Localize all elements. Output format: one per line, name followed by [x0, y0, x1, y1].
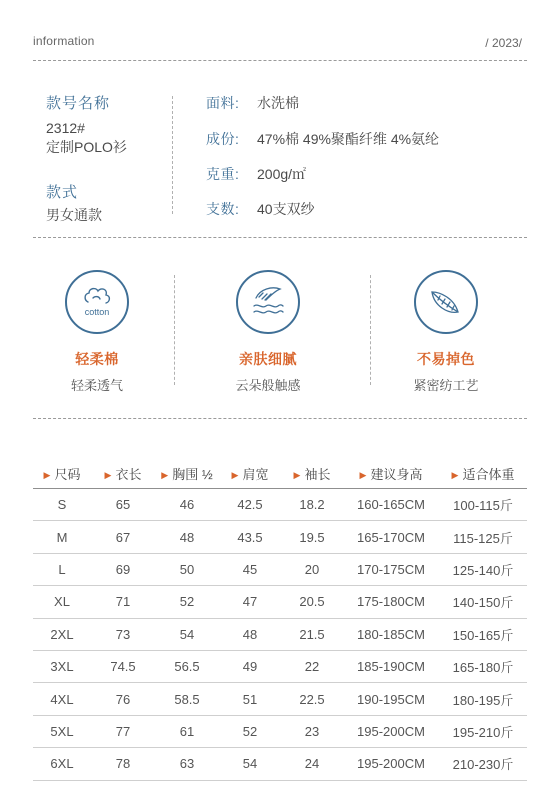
table-cell: 4XL [33, 683, 91, 715]
table-cell: 22.5 [281, 683, 343, 715]
table-cell: 73 [91, 618, 155, 650]
table-cell: 180-195斤 [439, 683, 527, 715]
table-cell: 76 [91, 683, 155, 715]
table-cell: 65 [91, 489, 155, 521]
table-cell: 21.5 [281, 618, 343, 650]
table-cell: 115-125斤 [439, 521, 527, 553]
table-cell: 5XL [33, 715, 91, 747]
table-cell: M [33, 521, 91, 553]
table-cell: 140-150斤 [439, 586, 527, 618]
feature-cotton [42, 270, 152, 394]
feature-colorfast [391, 270, 501, 394]
feature-subtitle: 云朵般触感 [235, 378, 301, 393]
table-cell: 2XL [33, 618, 91, 650]
cotton-icon [65, 270, 129, 334]
table-cell: 22 [281, 650, 343, 682]
table-cell: 180-185CM [343, 618, 439, 650]
table-cell: 20.5 [281, 586, 343, 618]
spec-key: 成份: [206, 131, 240, 147]
triangle-icon: ▶ [161, 469, 169, 480]
table-cell: 125-140斤 [439, 553, 527, 585]
table-cell: 48 [219, 618, 281, 650]
table-row [33, 489, 527, 521]
table-cell: 150-165斤 [439, 618, 527, 650]
table-row [33, 618, 527, 650]
table-cell: 69 [91, 553, 155, 585]
table-cell: 195-210斤 [439, 715, 527, 747]
table-cell: XL [33, 586, 91, 618]
feature-title: 不易掉色 [417, 351, 475, 367]
product-style: 男女通款 [46, 207, 102, 223]
column-header: ▶ 肩宽 [219, 458, 281, 489]
triangle-icon: ▶ [359, 469, 367, 480]
header-year: / 2023/ [485, 36, 522, 50]
size-table [33, 458, 527, 781]
column-header: ▶ 尺码 [33, 458, 91, 489]
info-divider [172, 96, 173, 214]
product-code: 2312# [46, 120, 85, 136]
table-cell: 100-115斤 [439, 489, 527, 521]
table-cell: 71 [91, 586, 155, 618]
spec-value: 47%棉 49%聚酯纤维 4%氨纶 [257, 131, 440, 147]
table-cell: L [33, 553, 91, 585]
triangle-icon: ▶ [293, 469, 301, 480]
triangle-icon: ▶ [451, 469, 459, 480]
triangle-icon: ▶ [104, 469, 112, 480]
table-cell: 46 [155, 489, 219, 521]
spec-key: 面料: [206, 95, 240, 111]
name-label: 款号名称 [46, 95, 111, 112]
table-cell: 3XL [33, 650, 91, 682]
table-cell: 170-175CM [343, 553, 439, 585]
table-cell: 74.5 [91, 650, 155, 682]
spec-value: 40支双纱 [257, 201, 315, 217]
column-header: ▶ 适合体重 [439, 458, 527, 489]
table-cell: 42.5 [219, 489, 281, 521]
style-label: 款式 [46, 184, 79, 201]
feature-divider [370, 275, 371, 385]
table-cell: 52 [155, 586, 219, 618]
column-header: ▶ 衣长 [91, 458, 155, 489]
triangle-icon: ▶ [231, 469, 239, 480]
table-cell: 20 [281, 553, 343, 585]
table-cell: 43.5 [219, 521, 281, 553]
product-info [46, 92, 127, 225]
table-cell: 6XL [33, 748, 91, 780]
table-cell: 175-180CM [343, 586, 439, 618]
spec-weight [206, 164, 306, 184]
table-cell: S [33, 489, 91, 521]
table-row [33, 715, 527, 747]
section-divider [33, 418, 527, 419]
table-cell: 54 [155, 618, 219, 650]
table-cell: 210-230斤 [439, 748, 527, 780]
column-header: ▶ 袖长 [281, 458, 343, 489]
table-row [33, 748, 527, 780]
spec-fabric [206, 93, 299, 113]
feature-divider [174, 275, 175, 385]
header-divider [33, 60, 527, 61]
size-table-header [33, 458, 527, 489]
feature-subtitle: 紧密纺工艺 [413, 378, 479, 393]
product-name: 定制POLO衫 [46, 139, 127, 155]
table-cell: 52 [219, 715, 281, 747]
column-header: ▶ 建议身高 [343, 458, 439, 489]
table-cell: 63 [155, 748, 219, 780]
table-cell: 190-195CM [343, 683, 439, 715]
table-cell: 18.2 [281, 489, 343, 521]
table-cell: 45 [219, 553, 281, 585]
leaf-icon [414, 270, 478, 334]
table-cell: 185-190CM [343, 650, 439, 682]
svg-text:cotton: cotton [84, 307, 110, 317]
table-cell: 51 [219, 683, 281, 715]
spec-key: 克重: [206, 166, 240, 182]
cloud-feather-icon [236, 270, 300, 334]
table-row [33, 586, 527, 618]
table-row [33, 650, 527, 682]
table-cell: 58.5 [155, 683, 219, 715]
spec-composition [206, 129, 439, 149]
table-cell: 47 [219, 586, 281, 618]
feature-title: 轻柔棉 [75, 351, 119, 367]
table-cell: 165-180斤 [439, 650, 527, 682]
table-cell: 160-165CM [343, 489, 439, 521]
column-header: ▶ 胸围 ½ [155, 458, 219, 489]
table-cell: 78 [91, 748, 155, 780]
table-cell: 67 [91, 521, 155, 553]
triangle-icon: ▶ [43, 469, 51, 480]
table-cell: 19.5 [281, 521, 343, 553]
table-row [33, 553, 527, 585]
table-cell: 49 [219, 650, 281, 682]
header-title: information [33, 34, 95, 48]
spec-key: 支数: [206, 201, 240, 217]
feature-title: 亲肤细腻 [239, 351, 297, 367]
spec-value: 水洗棉 [257, 95, 299, 111]
table-cell: 77 [91, 715, 155, 747]
table-cell: 24 [281, 748, 343, 780]
feature-skin-friendly [213, 270, 323, 394]
table-row [33, 683, 527, 715]
table-cell: 50 [155, 553, 219, 585]
spec-value: 200g/㎡ [257, 166, 307, 182]
table-cell: 23 [281, 715, 343, 747]
table-cell: 61 [155, 715, 219, 747]
table-cell: 48 [155, 521, 219, 553]
table-cell: 56.5 [155, 650, 219, 682]
table-row [33, 521, 527, 553]
table-cell: 195-200CM [343, 748, 439, 780]
section-divider [33, 237, 527, 238]
feature-subtitle: 轻柔透气 [70, 378, 123, 393]
spec-yarn-count [206, 199, 315, 219]
table-cell: 54 [219, 748, 281, 780]
table-cell: 195-200CM [343, 715, 439, 747]
table-cell: 165-170CM [343, 521, 439, 553]
